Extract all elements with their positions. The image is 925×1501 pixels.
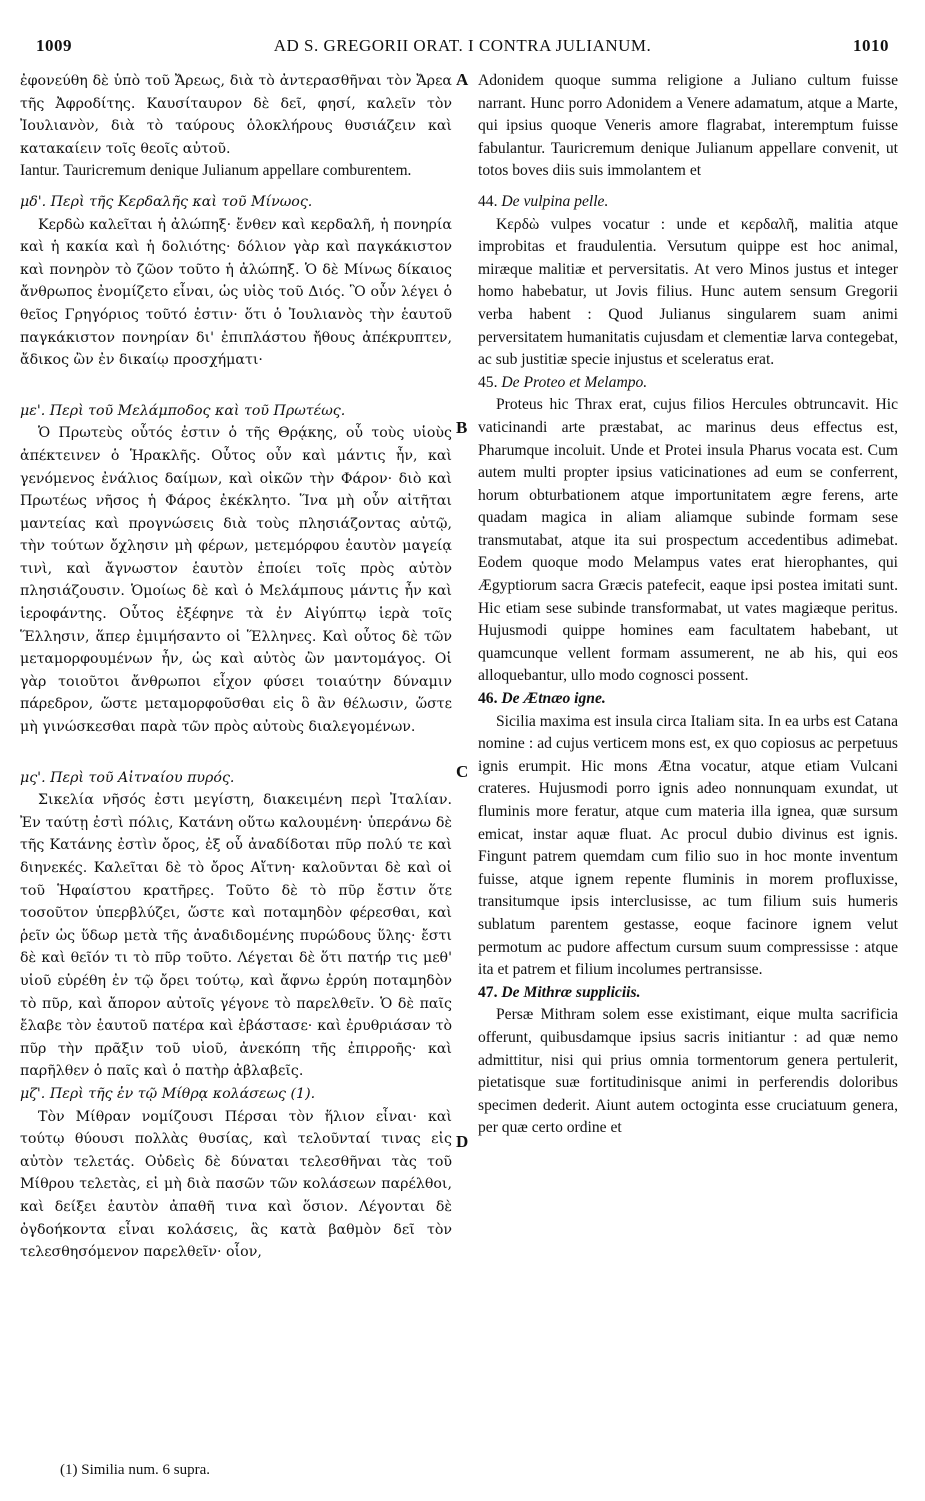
footnote: (1) Similia num. 6 supra.	[60, 1462, 210, 1478]
latin-intro-text: Adonidem quoque summa religione a Juliano cultum fuisse narrant. Hunc porro Adonidem a Venere adamatum, atque a Marte, qui ipsius quoque Veneris amore flagrabat, interemptum fuisse fabulantur. Tauricremum denique Julianum appellare convenit, ut totos boves diis suis immolantem et	[478, 72, 898, 180]
latin-section-46	[478, 688, 898, 982]
latin-section-47-title	[478, 982, 898, 1005]
latin-intro	[478, 70, 898, 183]
latin-section-47	[478, 982, 898, 1140]
latin-section-44	[478, 191, 898, 372]
latin-section-46-heading: De Ætnæo igne.	[501, 690, 606, 708]
latin-section-47-text: Persæ Mithram solem esse existimant, eique multa sacrificia offerunt, quibusdamque ipsius sacris initiantur : ad quæ nemo admittitur, nisi qui prius omnia tormentorum genera pertulerit, pietatisque suæ fortitudinisque animi in perferendis doloribus specimen dederit. Aiunt autem octoginta esse cruciatuum genera, per quæ certo ordine et	[478, 1006, 898, 1137]
latin-section-44-title	[478, 191, 898, 214]
greek-section-45-title: με'. Περὶ τοῦ Μελάμποδος καὶ τοῦ Πρωτέως.	[20, 402, 346, 419]
latin-section-45-heading: De Proteo et Melampo.	[501, 373, 648, 391]
greek-section-44-text: Κερδὼ καλεῖται ἡ ἀλώπηξ· ἔνθεν καὶ κερδαλῆ, ἡ πονηρία καὶ ἡ κακία καὶ ἡ δολιότης· δόλιον γὰρ καὶ παγκάκιστον καὶ πονηρὸν τὸ ζῶον τοῦτο ἡ ἀλώπηξ. Ὁ δὲ Μίνως δίκαιος ἄνθρωπος ἐνομίζετο εἶναι, ὡς υἱὸς τοῦ Διός. Ὃ οὖν λέγει ὁ θεῖος Γρηγόριος τοῦτό ἐστιν· ὅτι ὁ Ἰουλιανὸς τὴν ἑαυτοῦ παγκάκιστον πονηρίαν δι' ἐπιπλάστου ἤθους ἀπέκρυπτεν, ἄδικος ὢν ἐν δικαίῳ προσχήματι·	[20, 216, 452, 369]
greek-section-45-text: Ὁ Πρωτεὺς οὗτός ἐστιν ὁ τῆς Θρᾴκης, οὗ τοὺς υἱοὺς ἀπέκτεινεν ὁ Ἡρακλῆς. Οὗτος οὖν καὶ μάντις ἦν, καὶ γενόμενος ἐνάλιος δαίμων, καὶ οἰκῶν τὴν Φάρον· διὸ καὶ Πρωτέως νῆσος ἡ Φάρος ἐκέκλητο. Ἵνα μὴ οὖν αἰτῆται μαντείας καὶ προγνώσεις διὰ τοὺς πλησιάζοντας αὐτῷ, τὴν τούτων ὄχλησιν μὴ φέρων, μετεμόρφου ἑαυτὸν μαγείᾳ τινὶ, καὶ ἄγνωστον ἑαυτὸν ἐποίει τοῖς πρὸς αὐτὸν πλησιάζουσιν. Ὁμοίως δὲ καὶ ὁ Μελάμπους μάντις ἦν καὶ ἱεροφάντης. Οὗτος ἐξέφηνε τὰ ἐν Αἰγύπτῳ ἱερὰ τοῖς Ἕλλησιν, ἅπερ ἐμιμήσαντο οἱ Ἕλληνες. Καὶ οὗτος δὲ τῶν μεταμορφουμένων ἦν, ὡς καὶ αὐτὸς ὢν μαντομάγος. Οἱ γὰρ τοιοῦτοι ἄνθρωποι εἶχον φύσει τοιαύτην δύναμιν πάρεδρον, ὥστε μεταμορφοῦσθαι εἰς ὃ ἂν θέλωσιν, ὥστε μὴ γινώσκεσθαι παρὰ τῶν πρὸς αὐτοὺς διαλεγομένων.	[20, 425, 452, 736]
latin-column	[478, 70, 898, 1140]
greek-section-47-text: Τὸν Μίθραν νομίζουσι Πέρσαι τὸν ἥλιον εἶναι· καὶ τούτῳ θύουσι πολλὰς θυσίας, καὶ τελοῦνταί τινας εἰς αὐτὸν τελετάς. Οὐδεὶς δὲ δύναται τελεσθῆναι τὰς τοῦ Μίθρου τελετὰς, εἰ μὴ διὰ πασῶν τῶν κολάσεων παρέλθοι, καὶ δείξει ἑαυτὸν ἀπαθῆ τινα καὶ ὅσιον. Λέγονται δὲ ὀγδοήκοντα εἶναι κολάσεις, ἃς κατὰ βαθμὸν δεῖ τὸν τελεσθησόμενον παρελθεῖν· οἷον,	[20, 1108, 452, 1261]
running-header	[36, 36, 889, 58]
page-number-left: 1009	[36, 36, 72, 55]
latin-section-45-text: Proteus hic Thrax erat, cujus filios Hercules obtruncavit. Hic vaticinandi arte præstabat, ac marinus deus effectus est, Pharumque incoluit. Unde et Protei insula Pharus vocata est. Cum autem multi propter ipsius vaticinationes ad eum se conferrent, horum obturbationem atque importunitatem ægre ferens, arte quadam magica in aliam aliamque subinde formam sese transmutabat, atque ita sui prospectum accedentibus adimebat. Eodem quoque modo Melampus vates erat hierophantes, qui Ægyptiorum sacra Græcis patefecit, eaque ipsi postea imitati sunt. Hic etiam sese subinde transformabat, ut vates magiæque peritus. Hujusmodi quippe homines eam facultatem habebant, ut quamcunque vellent formam assumerent, ne ab his, qui eos alloquebantur, ullo modo cognosci possent.	[478, 396, 898, 685]
greek-section-46	[20, 767, 452, 1083]
greek-column	[20, 70, 452, 1264]
latin-section-45-title	[478, 372, 898, 395]
latin-section-44-text: Κερδὼ vulpes vocatur : unde et κερδαλῆ, malitia atque improbitas et fraudulentia. Versutum quippe est hoc animal, miræque malitiæ et perversitatis. At vero Minos justus et integer homo habebatur, ut Jovis filius. Hunc autem sensum Gregorii verba habent : Quod Julianus singularem suam animi perversitatem humanitatis cujusdam et clementiæ larva contegebat, ac sub justitiæ specie injustus et sceleratus erat.	[478, 215, 898, 369]
latin-section-44-heading: De vulpina pelle.	[501, 192, 609, 210]
latin-section-47-number: 47.	[478, 983, 498, 1001]
latin-intro-tail: Iantur. Tauricremum denique Julianum appellare comburentem.	[20, 162, 412, 180]
page-number-right: 1010	[853, 36, 889, 55]
latin-section-46-text: Sicilia maxima est insula circa Italiam sita. In ea urbs est Catana nomine : ad cujus verticem mons est, ex quo copiosus ac perpetuus ignis erumpit. Hic mons Ætna vocatur, atque etiam Vulcani crateres. Hujusmodi porro ignis adeo nonnunquam exundat, ut fluminis more feratur, atque cum materia illa ignea, quæ sursum emicat, instar aquæ fluat. Ac procul dubio divinus est ignis. Fingunt patrem quemdam cum filio suo in hoc monte inventum fuisse, atque ignem repente fluminis in morem profluxisse, transitumque ipsis interclusisse, ac tum filium suis humeris sublatum parentem gestasse, eoque facinore ignem velut permotum ac pudore affectum cursum suum compressisse : atque ita et patrem et filium incolumes pertransisse.	[478, 712, 898, 979]
greek-section-47	[20, 1083, 452, 1264]
margin-marker-c: C	[456, 762, 469, 781]
running-title: AD S. GREGORII ORAT. I CONTRA JULIANUM.	[273, 36, 652, 55]
latin-section-44-number: 44.	[478, 192, 498, 210]
latin-section-45-number: 45.	[478, 373, 498, 391]
margin-marker-a: A	[456, 70, 469, 89]
greek-intro	[20, 70, 452, 183]
greek-section-45	[20, 400, 452, 739]
greek-section-46-title: μς'. Περὶ τοῦ Αἰτναίου πυρός.	[20, 769, 235, 786]
greek-section-44-title: μδ'. Περὶ τῆς Κερδαλῆς καὶ τοῦ Μίνωος.	[20, 193, 313, 210]
greek-intro-text: ἐφονεύθη δὲ ὑπὸ τοῦ Ἄρεως, διὰ τὸ ἀντερασθῆναι τὸν Ἄρεα τῆς Ἀφροδίτης. Καυσίταυρον δὲ δεῖ, φησί, καλεῖν τὸν Ἰουλιανὸν, διὰ τὸ ταύρους ὁλοκλήρους θυσιάζειν καὶ κατακαίειν τοῖς θεοῖς αὐτοῦ.	[20, 73, 452, 157]
greek-section-46-text: Σικελία νῆσός ἐστι μεγίστη, διακειμένη περὶ Ἰταλίαν. Ἐν ταύτῃ ἐστὶ πόλις, Κατάνη οὕτω καλουμένη· ὑπεράνω δὲ τῆς Κατάνης ἐστὶν ὄρος, ἐξ οὗ ἀναδίδοται πῦρ πολύ τε καὶ διηνεκές. Καλεῖται δὲ τὸ ὄρος Αἴτνη· καλοῦνται δὲ καὶ οἱ τοῦ Ἡφαίστου κρατῆρες. Τοῦτο δὲ τὸ πῦρ ἔστιν ὅτε τοσοῦτον ὑπερβλύζει, ὥστε καὶ ποταμηδὸν φέρεσθαι, καὶ ῥεῖν ὡς ὕδωρ μετὰ τῆς ἀναδιδομένης πυρώδους ὕλης· ἔστι δὲ καὶ θεῖόν τι τὸ πῦρ τοῦτο. Λέγεται δὲ ὅτι πατήρ τις μεθ' υἱοῦ εὑρέθη ἐν τῷ ὄρει τούτῳ, καὶ ἄφνω ἐρρύη ποταμηδὸν τὸ πῦρ, καὶ ἄπορον αὐτοῖς γέγονε τὸ παρελθεῖν. Ὁ δὲ παῖς ἔλαβε τὸν ἑαυτοῦ πατέρα καὶ ἐβάστασε· καὶ ἐρυθριάσαν τὸ πῦρ τὴν πρᾶξιν τοῦ υἱοῦ, ἀνεκόπη τῆς ἐπιρροῆς· καὶ παρῆλθεν ὁ παῖς καὶ ὁ πατὴρ ἀβλαβεῖς.	[20, 792, 452, 1080]
margin-marker-b: B	[456, 418, 468, 437]
margin-marker-d: D	[456, 1132, 469, 1151]
greek-section-47-title: μζ'. Περὶ τῆς ἐν τῷ Μίθρᾳ κολάσεως (1).	[20, 1085, 316, 1102]
latin-section-46-number: 46.	[478, 690, 498, 708]
latin-section-46-title	[478, 688, 898, 711]
greek-section-44	[20, 191, 452, 372]
latin-section-45	[478, 372, 898, 688]
latin-section-47-heading: De Mithræ suppliciis.	[501, 983, 641, 1001]
